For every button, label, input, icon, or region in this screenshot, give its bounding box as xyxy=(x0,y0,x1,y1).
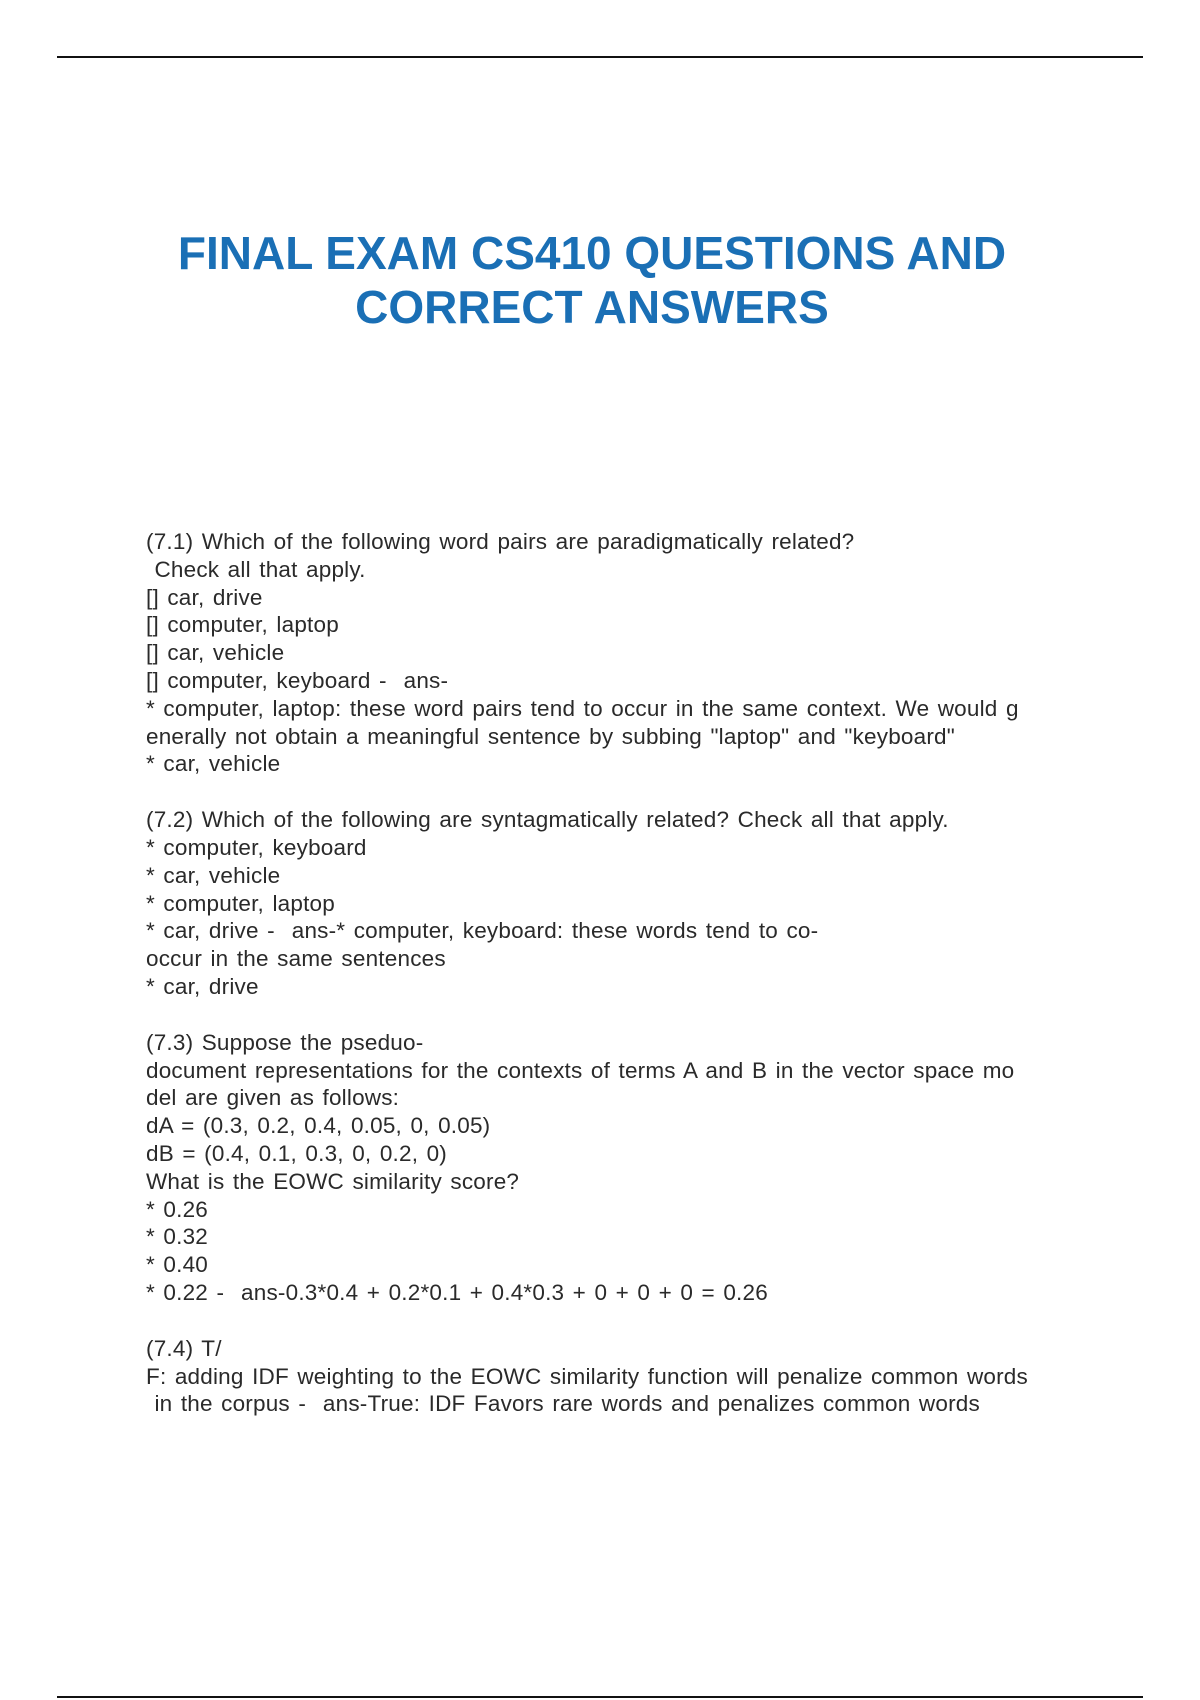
document-title-line-1: FINAL EXAM CS410 QUESTIONS AND xyxy=(177,227,1007,279)
document-body xyxy=(146,528,1096,1418)
question-7-2 xyxy=(146,806,1096,1001)
document-title-line-2: CORRECT ANSWERS xyxy=(355,281,829,333)
option-line: * 0.32 xyxy=(146,1224,208,1250)
question-line: (7.3) Suppose the pseduo- xyxy=(146,1029,424,1055)
option-line: [] computer, keyboard - ans- xyxy=(146,667,449,693)
option-line: * car, vehicle xyxy=(146,862,281,888)
option-line: [] computer, laptop xyxy=(146,612,339,638)
vector-line: dA = (0.3, 0.2, 0.4, 0.05, 0, 0.05) xyxy=(146,1113,491,1139)
answer-line: * car, vehicle xyxy=(146,751,281,777)
option-line: * car, drive - ans-* computer, keyboard: these words tend to co- xyxy=(146,918,819,944)
question-line: (7.1) Which of the following word pairs are paradigmatically related? xyxy=(146,529,855,554)
question-7-4 xyxy=(146,1335,1096,1418)
paragraph-gap xyxy=(146,1307,1096,1335)
option-line: * computer, laptop xyxy=(146,890,335,916)
question-line: F: adding IDF weighting to the EOWC similarity function will penalize common words xyxy=(146,1363,1028,1389)
option-line: [] car, vehicle xyxy=(146,640,285,666)
paragraph-gap xyxy=(146,1001,1096,1029)
question-line: document representations for the contexts of terms A and B in the vector space mo xyxy=(146,1057,1015,1083)
question-7-3 xyxy=(146,1029,1096,1307)
answer-line: * 0.22 - ans-0.3*0.4 + 0.2*0.1 + 0.4*0.3 + 0 + 0 + 0 = 0.26 xyxy=(146,1279,768,1305)
paragraph-gap xyxy=(146,778,1096,806)
footer-rule xyxy=(57,1696,1143,1698)
answer-line: * car, drive xyxy=(146,973,259,999)
option-line: * computer, keyboard xyxy=(146,834,367,860)
option-line: * 0.40 xyxy=(146,1252,208,1278)
question-line: What is the EOWC similarity score? xyxy=(146,1168,520,1194)
question-line: del are given as follows: xyxy=(146,1085,400,1111)
question-line: (7.4) T/ xyxy=(146,1335,222,1361)
header-rule xyxy=(57,56,1143,58)
answer-line: occur in the same sentences xyxy=(146,946,446,972)
question-7-1 xyxy=(146,528,1096,778)
option-line: [] car, drive xyxy=(146,584,263,610)
answer-line: * computer, laptop: these word pairs tend to occur in the same context. We would g xyxy=(146,695,1019,721)
question-line: Check all that apply. xyxy=(146,556,366,582)
answer-line: in the corpus - ans-True: IDF Favors rare words and penalizes common words xyxy=(146,1391,980,1417)
document-title xyxy=(0,226,1184,334)
vector-line: dB = (0.4, 0.1, 0.3, 0, 0.2, 0) xyxy=(146,1140,447,1166)
question-line: (7.2) Which of the following are syntagmatically related? Check all that apply. xyxy=(146,807,949,833)
answer-line: enerally not obtain a meaningful sentence by subbing "laptop" and "keyboard" xyxy=(146,723,955,749)
option-line: * 0.26 xyxy=(146,1196,208,1222)
